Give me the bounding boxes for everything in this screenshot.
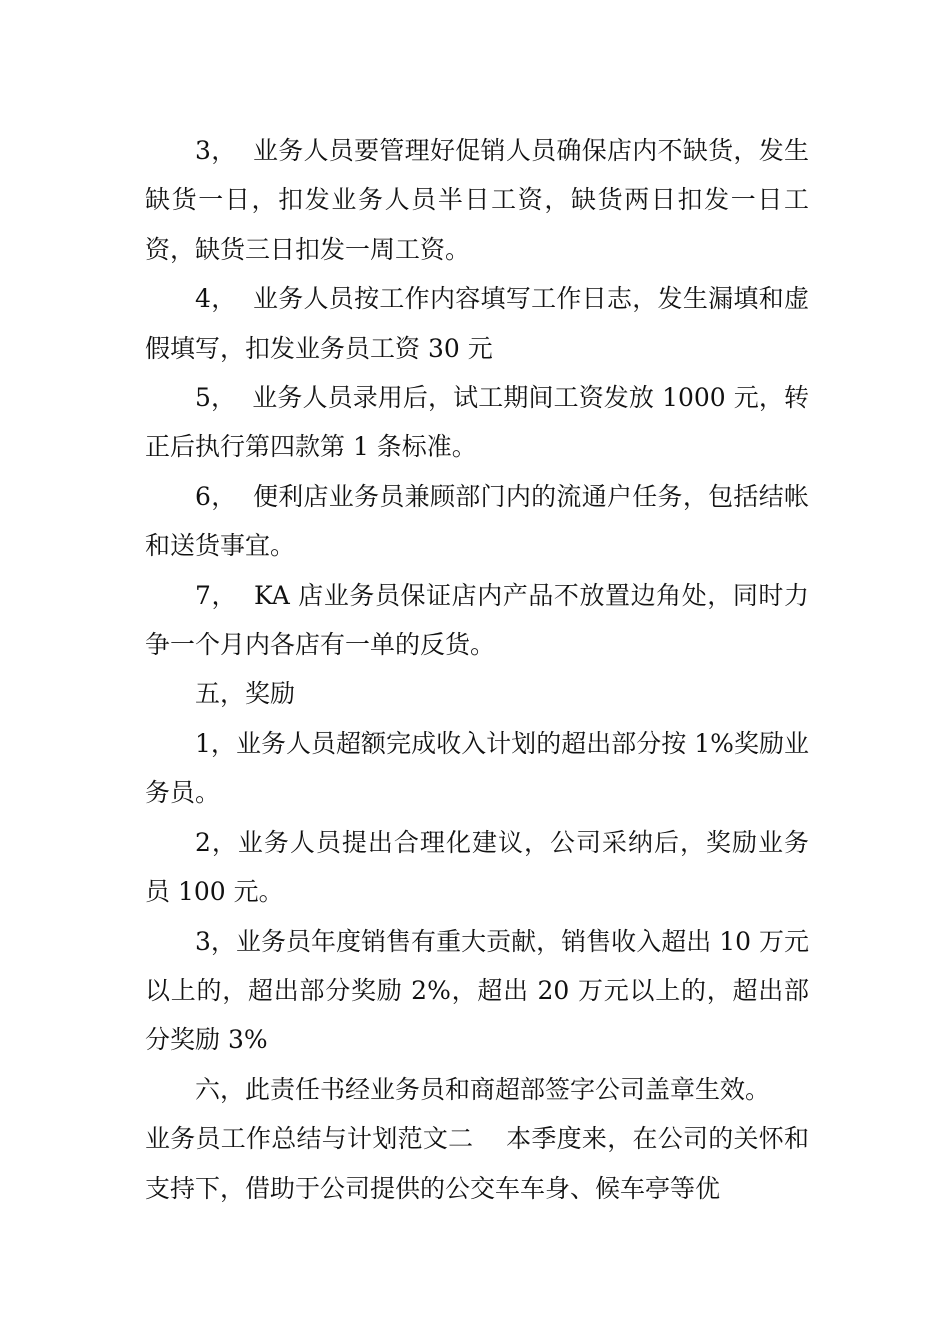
section-heading-rewards: 五，奖励 xyxy=(195,679,296,709)
paragraph-rule-7: 7， KA 店业务员保证店内产品不放置边角处，同时力争一个月内各店有一单的反货。 xyxy=(145,580,809,660)
section-heading-effective: 六，此责任书经业务员和商超部签字公司盖章生效。 xyxy=(195,1074,771,1104)
paragraph-rule-6: 6， 便利店业务员兼顾部门内的流通户任务，包括结帐和送货事宜。 xyxy=(145,481,809,561)
paragraph-rule-4: 4， 业务人员按工作内容填写工作日志，发生漏填和虚假填写，扣发业务员工资 30 元 xyxy=(145,284,809,363)
document-body xyxy=(145,126,809,1213)
paragraph-reward-3: 3，业务员年度销售有重大贡献，销售收入超出 10 万元以上的，超出部分奖励 2%，超出 20 万元以上的，超出部分奖励 3% xyxy=(145,926,809,1055)
paragraph-reward-2: 2，业务人员提出合理化建议，公司采纳后，奖励业务员 100 元。 xyxy=(145,827,809,907)
paragraph-sample-two: 业务员工作总结与计划范文二 本季度来，在公司的关怀和支持下，借助于公司提供的公交车车身、候车亭等优 xyxy=(145,1124,809,1203)
paragraph-rule-3: 3， 业务人员要管理好促销人员确保店内不缺货，发生缺货一日，扣发业务人员半日工资，缺货两日扣发一日工资，缺货三日扣发一周工资。 xyxy=(145,136,809,264)
paragraph-rule-5: 5， 业务人员录用后，试工期间工资发放 1000 元，转正后执行第四款第 1 条标准。 xyxy=(145,383,809,462)
paragraph-reward-1: 1，业务人员超额完成收入计划的超出部分按 1%奖励业务员。 xyxy=(145,728,809,808)
